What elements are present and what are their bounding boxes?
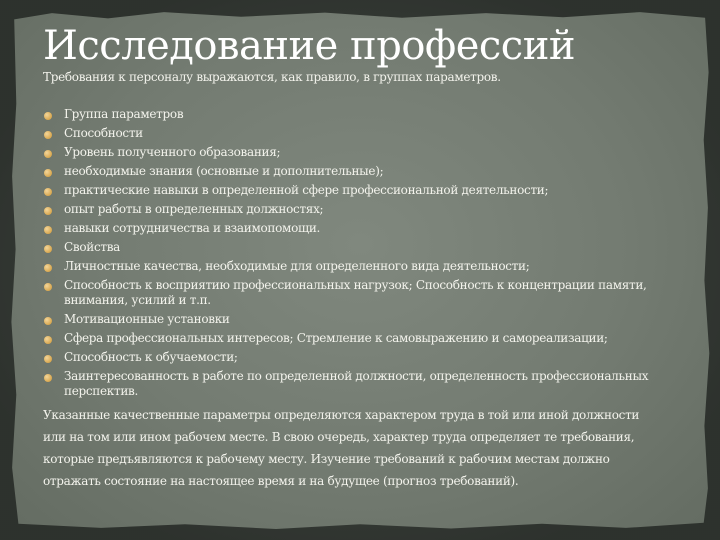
bullet-icon bbox=[44, 226, 52, 234]
bullet-icon bbox=[44, 374, 52, 382]
list-item: навыки сотрудничества и взаимопомощи. bbox=[43, 221, 683, 236]
list-item: Мотивационные установки bbox=[43, 312, 683, 327]
bullet-icon bbox=[44, 131, 52, 139]
list-item: Способности bbox=[43, 126, 683, 141]
list-item: Личностные качества, необходимые для определенного вида деятельности; bbox=[43, 259, 683, 274]
intro-text: Требования к персоналу выражаются, как правило, в группах параметров. bbox=[43, 70, 501, 84]
conclusion-line: которые предъявляются к рабочему месту. Изучение требований к рабочим местам должно bbox=[43, 452, 610, 466]
list-item: Уровень полученного образования; bbox=[43, 145, 683, 160]
parameter-list bbox=[43, 107, 683, 399]
list-item: Свойства bbox=[43, 240, 683, 255]
conclusion-line: отражать состояние на настоящее время и на будущее (прогноз требований). bbox=[43, 474, 519, 488]
bullet-icon bbox=[44, 245, 52, 253]
list-item: Заинтересованность в работе по определенной должности, определенность профессиональных перспектив. bbox=[43, 369, 683, 399]
bullet-icon bbox=[44, 355, 52, 363]
list-item: Сфера профессиональных интересов; Стремление к самовыражению и самореализации; bbox=[43, 331, 683, 346]
conclusion-line: Указанные качественные параметры определяются характером труда в той или иной должности bbox=[43, 408, 640, 422]
slide-title: Исследование профессий bbox=[43, 23, 576, 69]
slide-body bbox=[43, 69, 683, 492]
bullet-icon bbox=[44, 336, 52, 344]
conclusion-line: или на том или ином рабочем месте. В свою очередь, характер труда определяет те требования, bbox=[43, 430, 635, 444]
list-item: практические навыки в определенной сфере профессиональной деятельности; bbox=[43, 183, 683, 198]
bullet-icon bbox=[44, 264, 52, 272]
bullet-icon bbox=[44, 112, 52, 120]
list-item: опыт работы в определенных должностях; bbox=[43, 202, 683, 217]
bullet-icon bbox=[44, 169, 52, 177]
list-item: Группа параметров bbox=[43, 107, 683, 122]
list-item: Способность к восприятию профессиональных нагрузок; Способность к концентрации памяти, внимания, усилий и т.п. bbox=[43, 278, 683, 308]
bullet-icon bbox=[44, 283, 52, 291]
conclusion-text bbox=[43, 404, 683, 492]
bullet-icon bbox=[44, 317, 52, 325]
bullet-icon bbox=[44, 188, 52, 196]
bullet-icon bbox=[44, 150, 52, 158]
bullet-icon bbox=[44, 207, 52, 215]
list-item: необходимые знания (основные и дополнительные); bbox=[43, 164, 683, 179]
list-item: Способность к обучаемости; bbox=[43, 350, 683, 365]
